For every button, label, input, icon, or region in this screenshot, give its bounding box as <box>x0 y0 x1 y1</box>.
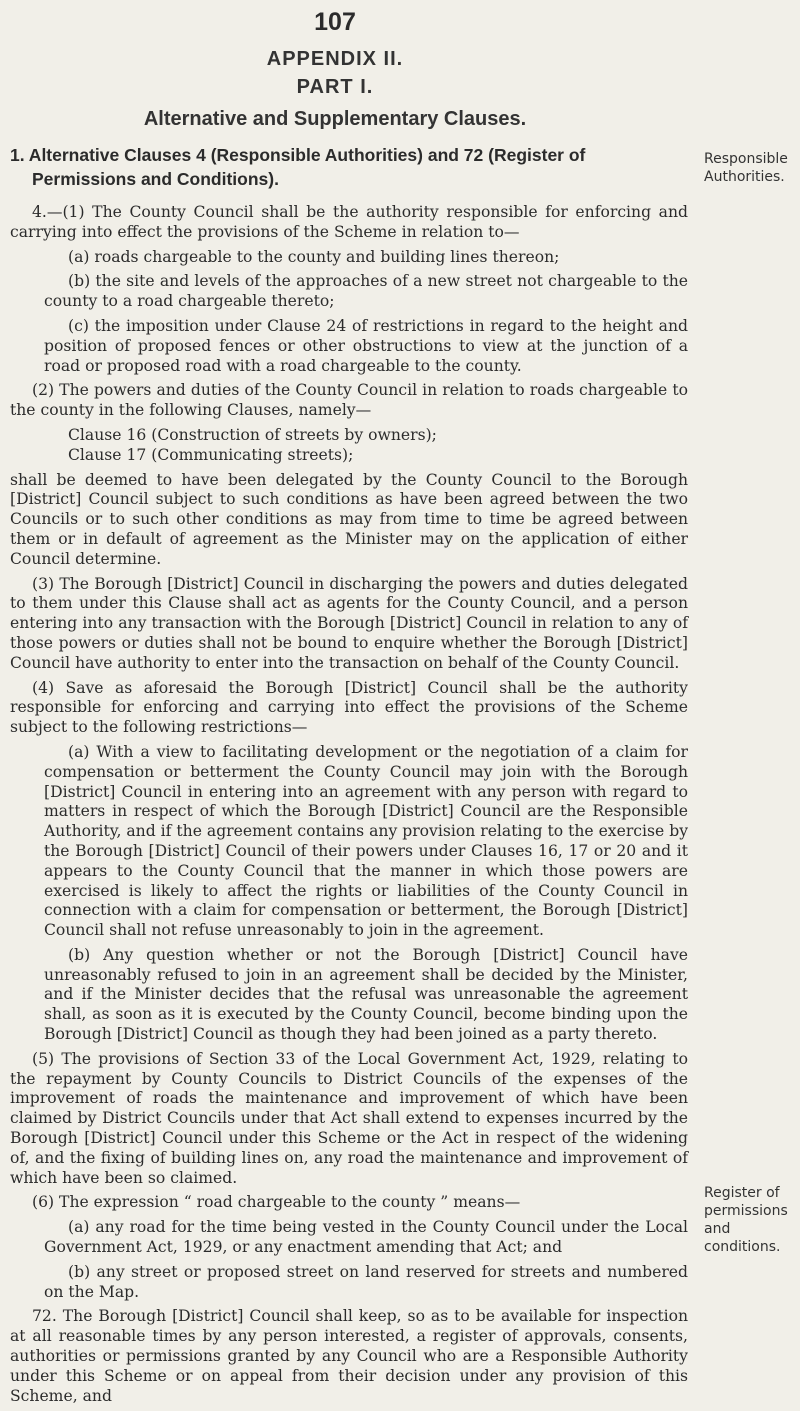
margin-note-register: Register of permissions and conditions. <box>704 1185 788 1255</box>
clause-16-ref: Clause 16 (Construction of streets by owners); <box>68 425 437 444</box>
paragraph-4-1-a: (a) roads chargeable to the county and building lines thereon; <box>68 247 560 266</box>
paragraph-4-2: (2) The powers and duties of the County Council in relation to roads chargeable to the county in the following Clauses, namely— <box>10 381 688 420</box>
paragraph-4-1-b: (b) the site and levels of the approaches of a new street not chargeable to the county to a road chargeable thereto; <box>44 272 688 311</box>
paragraph-4-6: (6) The expression “ road chargeable to the county ” means— <box>32 1193 521 1212</box>
appendix-heading: APPENDIX II. <box>266 48 404 70</box>
paragraph-4-4-b: (b) Any question whether or not the Borough [District] Council have unreasonably refused to join in an agreement shall be decided by the Minister, and if the Minister decides that the refusal was unreasonable the agreement shall, as soon as it is executed by the County Council, become binding upon the Borough [District] Council as though they had been joined as a party thereto. <box>44 945 688 1044</box>
paragraph-4-6-b: (b) any street or proposed street on land reserved for streets and numbered on the Map. <box>44 1262 748 1301</box>
clause-title-line1: 1. Alternative Clauses 4 (Responsible Authorities) and 72 (Register of <box>10 145 586 165</box>
clause-17-ref: Clause 17 (Communicating streets); <box>68 445 354 464</box>
paragraph-4-5: (5) The provisions of Section 33 of the Local Government Act, 1929, relating to the repayment by County Councils to District Councils of the expenses of the improvement of roads the maintenance and improvement of which have been claimed by District Councils under that Act shall extend to expenses incurred by the Borough [District] Council under this Scheme or the Act in respect of the widening of, and the fixing of building lines on, any road the maintenance and improvement of which have been so claimed. <box>10 1049 688 1187</box>
paragraph-4-6-a: (a) any road for the time being vested in the County Council under the Local Government Act, 1929, or any enactment amending that Act; and <box>44 1218 688 1257</box>
section-heading: Alternative and Supplementary Clauses. <box>143 108 527 130</box>
paragraph-4-1-c: (c) the imposition under Clause 24 of restrictions in regard to the height and position of proposed fences or other obstructions to view at the junction of a road or proposed road with a road chargeable to the county. <box>44 316 688 375</box>
paragraph-4-4-a: (a) With a view to facilitating development or the negotiation of a claim for compensation or betterment the County Council may join with the Borough [District] Council in entering into an agreement with any person with regard to matters in respect of which the Borough [District] Council are the Responsible Authority, and if the agreement contains any provision relating to the exercise by the Borough [District] Council of their powers under Clauses 16, 17 or 20 and it appears to the County Council that the manner in which those powers are exercised is likely to affect the rights or liabilities of the County Council in connection with a claim for compensation or betterment, the Borough [District] Council shall not refuse unreasonably to join in the agreement. <box>44 742 688 940</box>
paragraph-4-4: (4) Save as aforesaid the Borough [District] Council shall be the authority responsible for enforcing and carrying into effect the provisions of the Scheme subject to the following restrictions— <box>10 678 688 737</box>
margin-note-responsible: Responsible Authorities. <box>704 151 788 185</box>
paragraph-4-2-cont: shall be deemed to have been delegated by the County Council to the Borough [District] Council subject to such conditions as have been agreed between the two Councils or to such other conditions as may from time to time be agreed between them or in default of agreement as the Minister may on the application of either Council determine. <box>10 470 688 568</box>
paragraph-4-1: 4.—(1) The County Council shall be the authority responsible for enforcing and carrying into effect the provisions of the Scheme in relation to— <box>10 203 688 241</box>
page-number: 107 <box>314 8 356 36</box>
clause-title <box>10 143 700 191</box>
paragraph-4-3: (3) The Borough [District] Council in discharging the powers and duties delegated to them under this Clause shall act as agents for the County Council, and a person entering into any transaction with the Borough [District] Council in relation to any of those powers or duties shall not be bound to enquire whether the Borough [District] Council have authority to enter into the transaction on behalf of the County Council. <box>10 574 688 672</box>
clause-title-line2: Permissions and Conditions). <box>32 169 279 189</box>
paragraph-72: 72. The Borough [District] Council shall keep, so as to be available for inspection at all reasonable times by any person interested, a register of approvals, consents, authorities or permissions granted by any Council who are a Responsible Authority under this Scheme or on appeal from their decision under any provision of this Scheme, and <box>10 1307 688 1405</box>
part-heading: PART I. <box>296 76 374 98</box>
